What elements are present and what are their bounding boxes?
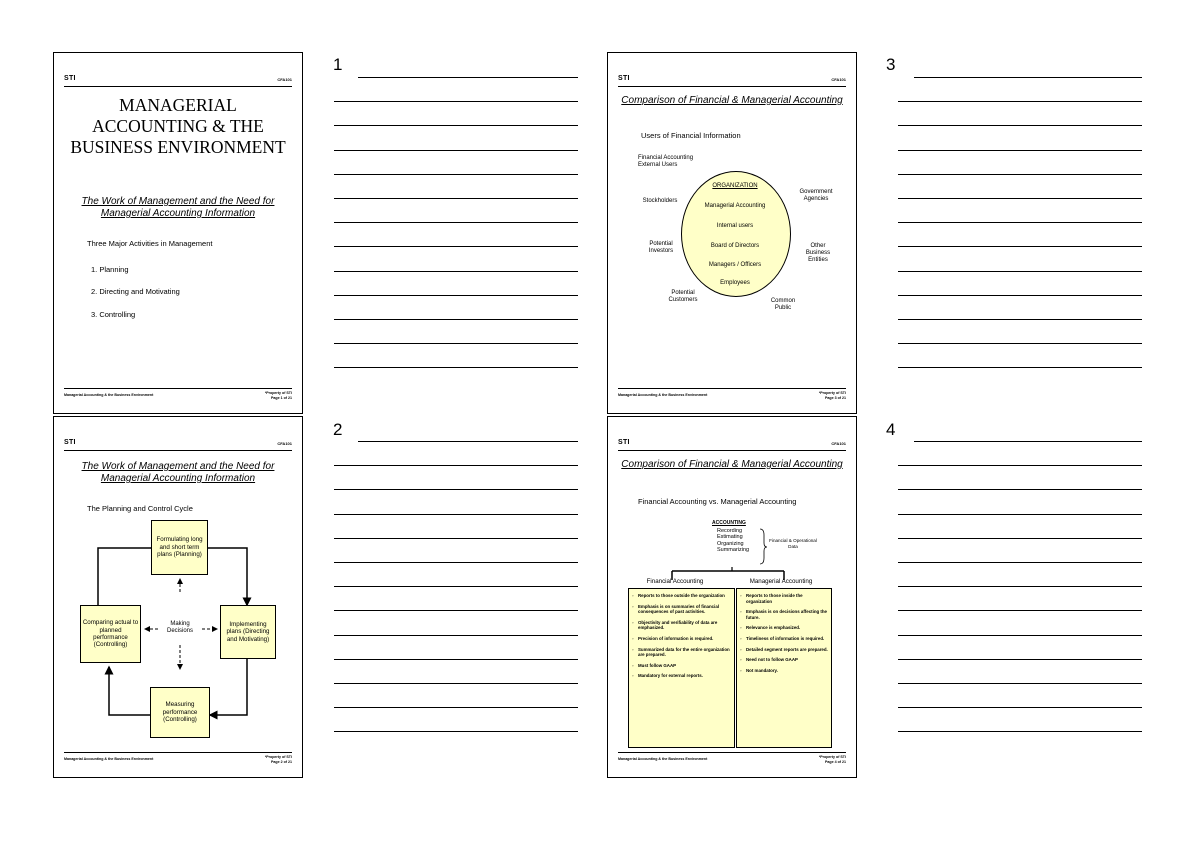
course-code: CFA101 bbox=[831, 77, 846, 82]
note-line bbox=[898, 635, 1142, 636]
note-line bbox=[898, 319, 1142, 320]
note-number: 1 bbox=[333, 55, 343, 74]
footer-rule bbox=[618, 752, 846, 753]
note-line bbox=[898, 683, 1142, 684]
header-rule bbox=[618, 86, 846, 87]
list-item: ▫ Precision of information is required. bbox=[632, 635, 714, 641]
note-line bbox=[898, 610, 1142, 611]
note-line bbox=[334, 295, 578, 296]
directing-box: Implementing plans (Directing and Motivating) bbox=[220, 605, 276, 659]
list-item: 2. Directing and Motivating bbox=[91, 287, 180, 296]
slide-heading: The Planning and Control Cycle bbox=[87, 504, 193, 513]
note-line bbox=[334, 610, 578, 611]
note-line bbox=[334, 246, 578, 247]
list-item: ▫ Emphasis is on decisions affecting the future. bbox=[740, 609, 828, 620]
footer-course: Managerial Accounting & the Business Environment bbox=[64, 393, 154, 397]
note-line bbox=[898, 562, 1142, 563]
slide-title: The Work of Management and the Need for Managerial Accounting Information bbox=[81, 461, 275, 484]
note-line bbox=[898, 150, 1142, 151]
note-line bbox=[914, 441, 1142, 442]
note-line bbox=[898, 538, 1142, 539]
course-code: CFA101 bbox=[277, 77, 292, 82]
slide-title: Comparison of Financial & Managerial Accounting bbox=[621, 459, 843, 470]
government-label: Government Agencies bbox=[799, 189, 833, 202]
note-number: 3 bbox=[886, 55, 896, 74]
note-line bbox=[898, 659, 1142, 660]
list-item: ▫ Timeliness of information is required. bbox=[740, 635, 825, 641]
list-item: ▫ Must follow GAAP bbox=[632, 662, 677, 668]
planning-box: Formulating long and short term plans (Planning) bbox=[151, 520, 208, 575]
customers-label: Potential Customers bbox=[668, 290, 698, 303]
footer-rule bbox=[64, 752, 292, 753]
stockholders-label: Stockholders bbox=[642, 198, 678, 204]
note-line bbox=[334, 586, 578, 587]
slide-1 bbox=[53, 52, 303, 414]
note-line bbox=[898, 246, 1142, 247]
note-line bbox=[898, 174, 1142, 175]
external-users-label: Financial Accounting External Users bbox=[638, 155, 694, 168]
slide-4 bbox=[607, 416, 857, 778]
list-item: ▫ Need not to follow GAAP bbox=[740, 657, 798, 663]
note-line bbox=[898, 101, 1142, 102]
financial-title: Financial Accounting bbox=[646, 578, 704, 585]
managerial-title: Managerial Accounting bbox=[749, 578, 813, 585]
footer-page: *Property of STI Page 1 of 21 bbox=[264, 391, 292, 400]
note-line bbox=[898, 271, 1142, 272]
list-item: ▫ Not mandatory. bbox=[740, 667, 778, 673]
list-item: ▫ Summarized data for the entire organization are prepared. bbox=[632, 646, 730, 658]
note-line bbox=[334, 707, 578, 708]
note-line bbox=[334, 683, 578, 684]
slide-heading: Financial Accounting vs. Managerial Accounting bbox=[638, 497, 797, 506]
list-item: ▫ Reports to those outside the organization bbox=[632, 593, 725, 598]
other-entities-label: Other Business Entities bbox=[805, 243, 831, 263]
sti-logo: STI bbox=[618, 439, 630, 446]
note-line bbox=[914, 77, 1142, 78]
footer-course: Managerial Accounting & the Business Environment bbox=[618, 757, 708, 761]
note-line bbox=[898, 514, 1142, 515]
accounting-list: Recording Estimating Organizing Summarizing bbox=[717, 528, 750, 554]
note-line bbox=[334, 635, 578, 636]
slide-heading: Users of Financial Information bbox=[641, 131, 741, 140]
slide-title: Comparison of Financial & Managerial Accounting bbox=[621, 95, 843, 106]
decisions-label: Making Decisions bbox=[166, 621, 193, 634]
note-line bbox=[334, 514, 578, 515]
note-line bbox=[334, 271, 578, 272]
public-label: Common Public bbox=[770, 298, 796, 311]
note-line bbox=[334, 101, 578, 102]
slide-subtitle: The Work of Management and the Need for Managerial Accounting Information bbox=[81, 196, 275, 219]
note-line bbox=[898, 707, 1142, 708]
slide-3 bbox=[607, 52, 857, 414]
org-title: ORGANIZATION bbox=[712, 183, 758, 189]
sti-logo: STI bbox=[64, 439, 76, 446]
slide-title: MANAGERIAL ACCOUNTING & THE BUSINESS ENVIRONMENT bbox=[70, 95, 286, 157]
header-rule bbox=[64, 86, 292, 87]
list-item: 3. Controlling bbox=[91, 310, 136, 319]
note-line bbox=[334, 319, 578, 320]
list-item: ▫ Reports to those inside the organization bbox=[740, 593, 803, 604]
footer-rule bbox=[618, 388, 846, 389]
note-line bbox=[334, 222, 578, 223]
note-line bbox=[334, 125, 578, 126]
accounting-data-label: Financial & Operational Data bbox=[769, 538, 817, 549]
financial-column bbox=[628, 588, 735, 748]
list-item: ▫ Mandatory for external reports. bbox=[632, 673, 703, 679]
footer-page: *Property of STI Page 2 of 21 bbox=[264, 755, 292, 764]
note-line bbox=[334, 367, 578, 368]
note-line bbox=[334, 562, 578, 563]
footer-course: Managerial Accounting & the Business Environment bbox=[618, 393, 708, 397]
org-item: Employees bbox=[720, 280, 750, 286]
note-number: 4 bbox=[886, 420, 896, 439]
note-number: 2 bbox=[333, 420, 343, 439]
note-line bbox=[334, 343, 578, 344]
note-line bbox=[334, 489, 578, 490]
note-line bbox=[334, 174, 578, 175]
note-line bbox=[898, 367, 1142, 368]
org-item: Managers / Officers bbox=[708, 262, 762, 268]
measuring-box: Measuring performance (Controlling) bbox=[150, 687, 210, 738]
note-line bbox=[334, 198, 578, 199]
slide-2 bbox=[53, 416, 303, 778]
footer-page: *Property of STI Page 4 of 21 bbox=[818, 755, 846, 764]
course-code: CFA101 bbox=[831, 441, 846, 446]
note-line bbox=[334, 150, 578, 151]
note-line bbox=[898, 222, 1142, 223]
note-line bbox=[334, 731, 578, 732]
list-item: 1. Planning bbox=[91, 265, 129, 274]
note-line bbox=[898, 343, 1142, 344]
comparing-box: Comparing actual to planned performance (Controlling) bbox=[80, 605, 141, 663]
org-item: Internal users bbox=[716, 223, 754, 229]
footer-course: Managerial Accounting & the Business Environment bbox=[64, 757, 154, 761]
list-item: ▫ Objectivity and verifiability of data are emphasized. bbox=[632, 619, 718, 631]
note-line bbox=[898, 465, 1142, 466]
note-line bbox=[898, 489, 1142, 490]
accounting-title: ACCOUNTING bbox=[712, 520, 746, 526]
note-line bbox=[334, 538, 578, 539]
list-item: ▫ Emphasis is on summaries of financial consequences of past activities. bbox=[632, 603, 720, 615]
note-line bbox=[898, 295, 1142, 296]
note-line bbox=[358, 441, 578, 442]
list-item: ▫ Detailed segment reports are prepared. bbox=[740, 646, 828, 652]
org-item: Board of Directors bbox=[710, 243, 760, 249]
footer-page: *Property of STI Page 3 of 21 bbox=[818, 391, 846, 400]
sti-logo: STI bbox=[618, 75, 630, 82]
note-line bbox=[334, 659, 578, 660]
slide-heading: Three Major Activities in Management bbox=[87, 239, 213, 248]
note-line bbox=[334, 465, 578, 466]
note-line bbox=[898, 125, 1142, 126]
sti-logo: STI bbox=[64, 75, 76, 82]
note-line bbox=[898, 731, 1142, 732]
note-line bbox=[898, 198, 1142, 199]
course-code: CFA101 bbox=[277, 441, 292, 446]
note-line bbox=[898, 586, 1142, 587]
list-item: ▫ Relevance is emphasized. bbox=[740, 625, 801, 631]
managerial-column bbox=[736, 588, 832, 748]
note-line bbox=[358, 77, 578, 78]
investors-label: Potential Investors bbox=[648, 241, 674, 254]
org-item: Managerial Accounting bbox=[704, 203, 766, 209]
footer-rule bbox=[64, 388, 292, 389]
